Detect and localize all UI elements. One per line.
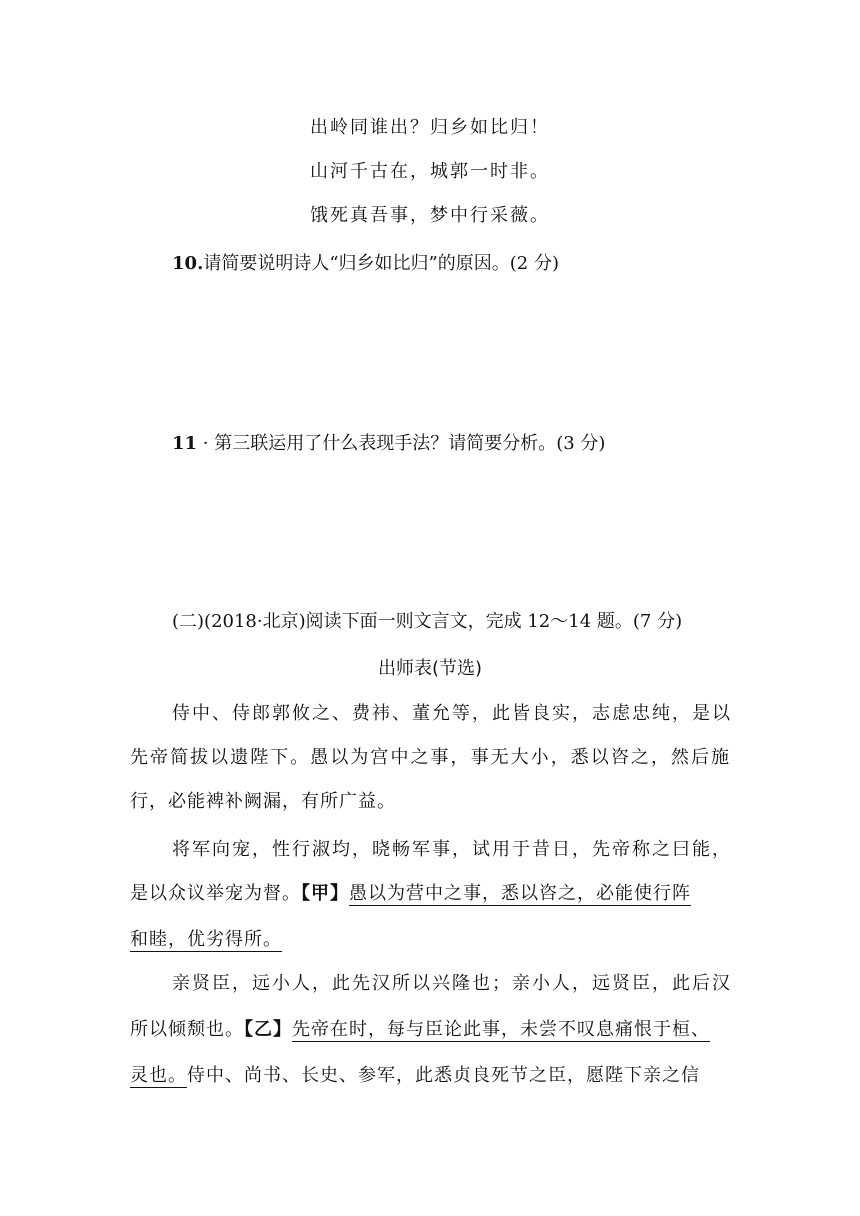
poem-line-2: 山河千古在，城郭一时非。 [310, 161, 550, 182]
question-11-text: 第三联运用了什么表现手法？请简要分析。(3 分) [214, 433, 606, 454]
passage-p3-plain-text: 所以倾颓也。 [130, 1019, 244, 1040]
passage-p2-line-3 [130, 928, 730, 952]
passage-title: 出师表(节选) [377, 658, 483, 679]
poem-line-1: 出岭同谁出？归乡如比归！ [310, 117, 550, 138]
question-11 [172, 432, 605, 456]
passage-p3-line-3-text: 侍中、尚书、长史、参军，此悉贞良死节之臣，愿陛下亲之信 [187, 1065, 700, 1086]
passage-p3-line-2 [130, 1018, 730, 1042]
underlined-sentence-yi-part-2: 灵也。 [130, 1065, 187, 1086]
passage-p2-line-2 [130, 882, 730, 906]
poem-line-3: 饿死真吾事，梦中行采薇。 [310, 205, 550, 226]
question-11-number: 11 [172, 433, 198, 454]
passage-p3-line-3 [130, 1064, 730, 1088]
question-10-text: 请简要说明诗人“归乡如比归”的原因。(2 分) [203, 253, 559, 274]
underlined-sentence-jia-part-2: 和睦，优劣得所。 [130, 929, 282, 950]
question-10-separator: . [197, 253, 204, 274]
question-10 [172, 252, 559, 276]
section-2-intro: (二)(2018·北京)阅读下面一则文言文，完成 12～14 题。(7 分) [172, 611, 683, 632]
underlined-sentence-yi-part-1: 先帝在时，每与臣论此事，未尝不叹息痛恨于桓、 [292, 1019, 710, 1040]
passage-p1-line-2: 先帝简拔以遗陛下。愚以为宫中之事，事无大小，悉以咨之，然后施 [130, 747, 730, 768]
passage-p2-line-1: 将军向宠，性行淑均，晓畅军事，试用于昔日，先帝称之曰能， [172, 839, 730, 860]
question-10-number: 10 [172, 253, 198, 274]
marker-jia: 【甲】 [301, 883, 349, 904]
question-11-separator: · [197, 433, 215, 454]
marker-yi: 【乙】 [244, 1019, 292, 1040]
underlined-sentence-jia-part-1: 愚以为营中之事，悉以咨之，必能使行阵 [349, 883, 691, 904]
passage-p3-line-1: 亲贤臣，远小人，此先汉所以兴隆也；亲小人，远贤臣，此后汉 [172, 973, 730, 994]
passage-p2-plain-text: 是以众议举宠为督。 [130, 883, 301, 904]
passage-p1-line-1: 侍中、侍郎郭攸之、费祎、董允等，此皆良实，志虑忠纯，是以 [172, 703, 730, 724]
passage-p1-line-3: 行，必能裨补阙漏，有所广益。 [130, 791, 396, 812]
